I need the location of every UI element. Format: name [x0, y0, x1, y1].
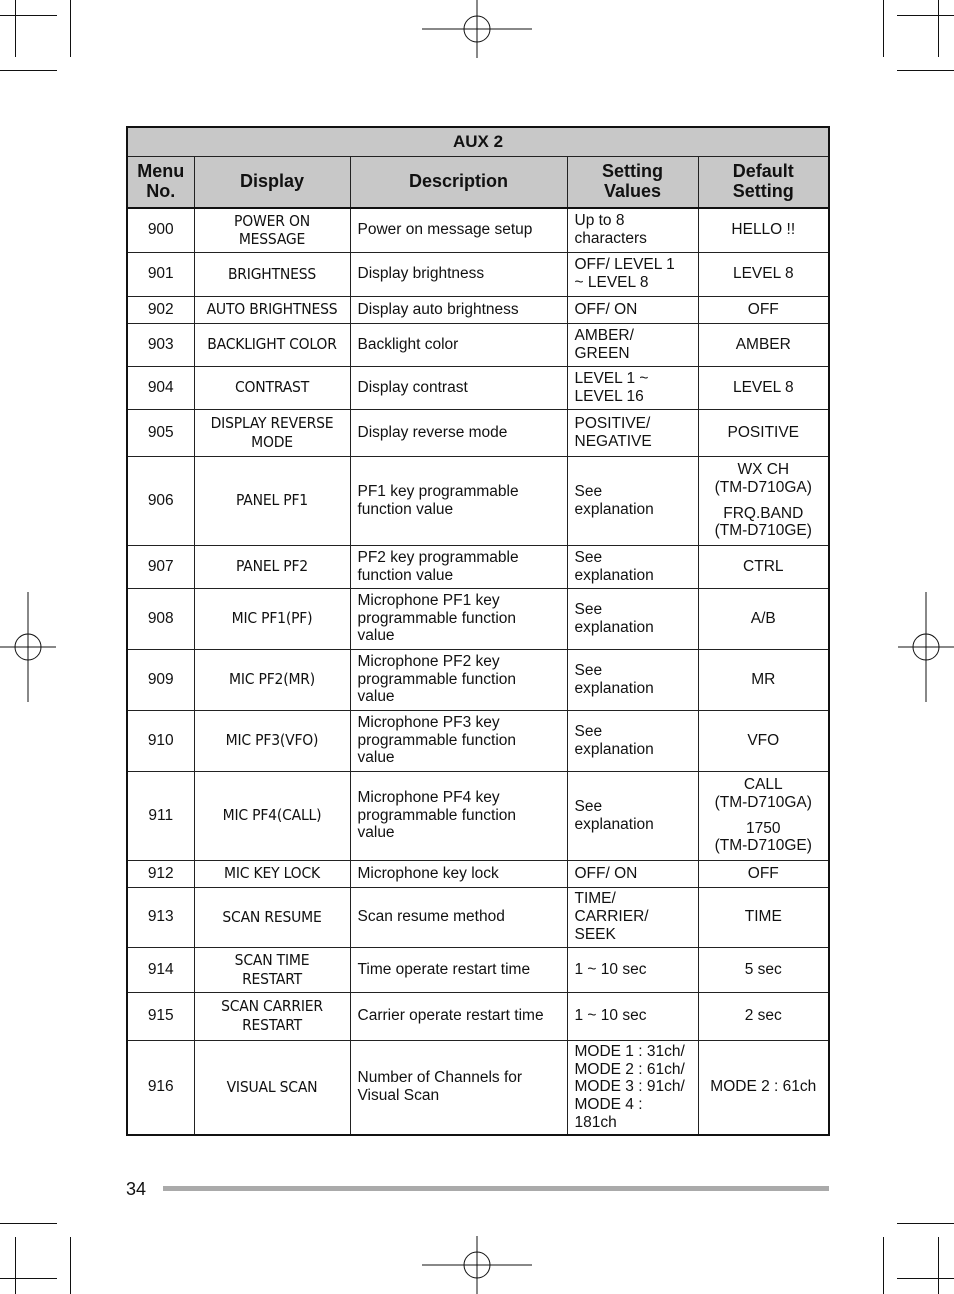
- default-setting-cell: [698, 323, 829, 366]
- cell-line: Microphone key lock: [357, 864, 499, 882]
- display-cell: [194, 771, 350, 860]
- cell-line: RESTART: [242, 969, 302, 988]
- cell-line: Up to 8: [574, 212, 625, 230]
- default-setting-cell: [698, 252, 829, 296]
- cell-line: Microphone PF1 key: [357, 591, 500, 609]
- cell-line: 1 ~ 10 sec: [574, 960, 647, 978]
- display-cell: [194, 588, 350, 649]
- description-cell: [350, 710, 567, 771]
- cell-line: Scan resume method: [357, 908, 505, 926]
- setting-values-cell: [567, 992, 698, 1040]
- cell-line: ~ LEVEL 8: [574, 274, 649, 291]
- cell-line: explanation: [574, 500, 654, 518]
- cell-line: Microphone PF4 key: [357, 788, 500, 806]
- menu-no-cell: 909: [127, 649, 194, 710]
- table-row: [127, 296, 829, 323]
- cell-line: 1 ~ 10 sec: [574, 1007, 647, 1025]
- description-cell: [350, 323, 567, 366]
- cell-line: SCAN RESUME: [222, 907, 322, 926]
- cell-line: Number of Channels for: [357, 1069, 523, 1087]
- setting-values-cell: [567, 456, 698, 545]
- description-cell: [350, 649, 567, 710]
- cell-line: PF2 key programmable: [357, 548, 519, 566]
- cell-line: value: [357, 688, 395, 706]
- menu-no-cell: 903: [127, 323, 194, 366]
- cell-line: (TM-D710GE): [714, 837, 812, 855]
- cell-line: Microphone PF3 key: [357, 713, 500, 731]
- cell-line: WX CH: [737, 460, 790, 478]
- cell-line: OFF: [747, 864, 779, 882]
- default-setting-cell: [698, 545, 829, 588]
- cell-line: NEGATIVE: [574, 432, 652, 450]
- cell-line: SEEK: [574, 925, 616, 943]
- cell-line: 1750: [746, 819, 781, 837]
- setting-values-cell: [567, 588, 698, 649]
- cell-line: SCAN CARRIER: [221, 997, 323, 1016]
- cell-line: A/B: [750, 609, 776, 627]
- cell-line: SCAN TIME: [234, 950, 310, 969]
- cell-line: function value: [357, 566, 454, 584]
- description-cell: [350, 992, 567, 1040]
- cell-line: Display reverse mode: [357, 423, 508, 441]
- cell-line: Time operate restart time: [357, 960, 531, 978]
- cell-line: Visual Scan: [357, 1087, 440, 1105]
- cell-line: explanation: [574, 566, 654, 584]
- cell-line: PANEL PF1: [236, 491, 308, 510]
- cell-line: MIC KEY LOCK: [224, 864, 320, 883]
- cell-line: HELLO !!: [731, 221, 796, 239]
- display-cell: [194, 208, 350, 252]
- cell-line: GREEN: [574, 344, 630, 362]
- cell-line: explanation: [574, 815, 654, 833]
- header-display: Display: [194, 157, 350, 209]
- description-cell: [350, 409, 567, 456]
- cell-line: CARRIER/: [574, 908, 649, 926]
- description-cell: [350, 545, 567, 588]
- cell-line: OFF/ ON: [574, 864, 638, 882]
- menu-no-cell: 908: [127, 588, 194, 649]
- menu-no-cell: 911: [127, 771, 194, 860]
- cell-line: MODE 1 : 31ch/: [574, 1042, 685, 1060]
- display-cell: [194, 710, 350, 771]
- setting-values-cell: [567, 296, 698, 323]
- default-setting-cell: [698, 992, 829, 1040]
- menu-no-cell: 905: [127, 409, 194, 456]
- menu-no-cell: 914: [127, 947, 194, 992]
- cell-line: POSITIVE/: [574, 414, 651, 432]
- cell-line: Microphone PF2 key: [357, 652, 500, 670]
- cell-line: MIC PF2(MR): [228, 670, 316, 689]
- setting-values-cell: [567, 710, 698, 771]
- registration-mark-left: [0, 592, 56, 702]
- cell-line: Carrier operate restart time: [357, 1007, 544, 1025]
- table-row: [127, 409, 829, 456]
- default-setting-cell: [698, 887, 829, 947]
- footer-rule: [163, 1186, 829, 1191]
- description-cell: [350, 1040, 567, 1135]
- default-setting-cell: [698, 710, 829, 771]
- cell-line: POSITIVE: [727, 423, 800, 441]
- cell-line: value: [357, 627, 395, 645]
- description-cell: [350, 208, 567, 252]
- registration-mark-bottom: [422, 1236, 532, 1294]
- menu-no-cell: 907: [127, 545, 194, 588]
- default-setting-cell: [698, 409, 829, 456]
- menu-no-cell: 912: [127, 860, 194, 887]
- menu-no-cell: 906: [127, 456, 194, 545]
- cell-line: MIC PF1(PF): [231, 609, 313, 628]
- setting-values-cell: [567, 323, 698, 366]
- display-cell: [194, 887, 350, 947]
- display-cell: [194, 860, 350, 887]
- table-row: [127, 252, 829, 296]
- cell-line: See: [574, 482, 603, 500]
- cell-line: Display brightness: [357, 265, 485, 283]
- table-row: [127, 860, 829, 887]
- header-default-setting: Default Setting: [698, 157, 829, 209]
- menu-no-cell: 910: [127, 710, 194, 771]
- cell-line: RESTART: [242, 1016, 302, 1034]
- cell-line: See: [574, 797, 603, 815]
- cell-line: Display auto brightness: [357, 300, 519, 318]
- cell-line: DISPLAY REVERSE: [210, 413, 334, 432]
- default-setting-cell: [698, 296, 829, 323]
- description-cell: [350, 588, 567, 649]
- setting-values-cell: [567, 1040, 698, 1135]
- cell-line: BACKLIGHT COLOR: [207, 335, 337, 354]
- cell-line: BRIGHTNESS: [227, 264, 317, 283]
- default-setting-cell: [698, 947, 829, 992]
- display-cell: [194, 409, 350, 456]
- header-setting-values: Setting Values: [567, 157, 698, 209]
- cell-line: MODE 4 :: [574, 1096, 643, 1114]
- cell-line: Display contrast: [357, 378, 468, 396]
- display-cell: [194, 296, 350, 323]
- description-cell: [350, 366, 567, 409]
- setting-values-cell: [567, 947, 698, 992]
- default-setting-cell: [698, 649, 829, 710]
- cell-line: AUTO BRIGHTNESS: [206, 300, 338, 319]
- menu-no-cell: 901: [127, 252, 194, 296]
- table-row: [127, 545, 829, 588]
- cell-line: See: [574, 722, 603, 740]
- table-row: [127, 887, 829, 947]
- display-cell: [194, 323, 350, 366]
- cell-line: TIME/: [574, 890, 616, 908]
- cell-line: LEVEL 8: [732, 378, 794, 396]
- display-cell: [194, 1040, 350, 1135]
- cell-line: OFF: [747, 300, 779, 318]
- cell-line: 2 sec: [744, 1007, 782, 1025]
- table-row: [127, 649, 829, 710]
- table-row: [127, 323, 829, 366]
- table-row: [127, 992, 829, 1040]
- cell-line: MIC PF3(VFO): [225, 731, 319, 750]
- cell-line: PANEL PF2: [236, 557, 308, 576]
- setting-values-cell: [567, 252, 698, 296]
- header-row: [127, 157, 829, 209]
- header-description: Description: [350, 157, 567, 209]
- description-cell: [350, 252, 567, 296]
- cell-line: CTRL: [743, 557, 784, 575]
- cell-line: VFO: [747, 731, 780, 749]
- description-cell: [350, 771, 567, 860]
- cell-line: VISUAL SCAN: [226, 1077, 318, 1096]
- cell-line: programmable function: [357, 806, 517, 824]
- setting-values-cell: [567, 771, 698, 860]
- cell-line: CALL: [743, 775, 783, 793]
- cell-line: See: [574, 661, 603, 679]
- cell-line: LEVEL 16: [574, 387, 644, 405]
- table-row: [127, 710, 829, 771]
- cell-line: [706, 497, 822, 505]
- description-cell: [350, 456, 567, 545]
- setting-values-cell: [567, 887, 698, 947]
- setting-values-cell: [567, 366, 698, 409]
- cell-line: (TM-D710GA): [714, 478, 812, 496]
- cell-line: 181ch: [574, 1113, 617, 1131]
- cell-line: Backlight color: [357, 335, 459, 353]
- display-cell: [194, 456, 350, 545]
- cell-line: AMBER/: [574, 326, 634, 344]
- display-cell: [194, 366, 350, 409]
- cell-line: CONTRAST: [234, 378, 310, 397]
- menu-no-cell: 916: [127, 1040, 194, 1135]
- setting-values-cell: [567, 860, 698, 887]
- table-row: [127, 1040, 829, 1135]
- menu-no-cell: 913: [127, 887, 194, 947]
- cell-line: (TM-D710GE): [714, 522, 812, 540]
- cell-line: explanation: [574, 618, 654, 636]
- cell-line: MODE: [251, 432, 293, 451]
- display-cell: [194, 947, 350, 992]
- aux2-menu-table: [126, 126, 830, 1136]
- display-cell: [194, 252, 350, 296]
- display-cell: [194, 992, 350, 1040]
- default-setting-cell: [698, 588, 829, 649]
- default-setting-cell: [698, 208, 829, 252]
- cell-line: OFF/ LEVEL 1: [574, 256, 675, 274]
- cell-line: programmable function: [357, 731, 517, 749]
- description-cell: [350, 860, 567, 887]
- table-row: [127, 456, 829, 545]
- cell-line: MODE 3 : 91ch/: [574, 1078, 685, 1096]
- menu-no-cell: 902: [127, 296, 194, 323]
- cell-line: MODE 2 : 61ch: [710, 1078, 817, 1096]
- cell-line: POWER ON: [234, 211, 310, 230]
- cell-line: AMBER: [735, 335, 791, 353]
- default-setting-cell: [698, 366, 829, 409]
- cell-line: Power on message setup: [357, 221, 533, 239]
- setting-values-cell: [567, 409, 698, 456]
- cell-line: LEVEL 1 ~: [574, 369, 649, 387]
- menu-no-cell: 915: [127, 992, 194, 1040]
- table-row: [127, 208, 829, 252]
- setting-values-cell: [567, 649, 698, 710]
- display-cell: [194, 545, 350, 588]
- cell-line: programmable function: [357, 609, 517, 627]
- cell-line: explanation: [574, 679, 654, 697]
- default-setting-cell: [698, 771, 829, 860]
- cell-line: function value: [357, 500, 454, 518]
- table-row: [127, 771, 829, 860]
- description-cell: [350, 947, 567, 992]
- description-cell: [350, 887, 567, 947]
- table-row: [127, 366, 829, 409]
- display-cell: [194, 649, 350, 710]
- cell-line: value: [357, 749, 395, 767]
- default-setting-cell: [698, 456, 829, 545]
- header-menu-no: Menu No.: [127, 157, 194, 209]
- cell-line: TIME: [744, 908, 782, 926]
- cell-line: OFF/ ON: [574, 300, 638, 318]
- cell-line: MIC PF4(CALL): [222, 806, 322, 825]
- table-row: [127, 588, 829, 649]
- cell-line: programmable function: [357, 670, 517, 688]
- default-setting-cell: [698, 1040, 829, 1135]
- cell-line: See: [574, 548, 603, 566]
- menu-no-cell: 900: [127, 208, 194, 252]
- page-number: 34: [126, 1179, 147, 1199]
- menu-no-cell: 904: [127, 366, 194, 409]
- cell-line: LEVEL 8: [732, 265, 794, 283]
- cell-line: 5 sec: [744, 960, 782, 978]
- cell-line: [706, 812, 822, 820]
- registration-mark-top: [422, 0, 532, 58]
- cell-line: FRQ.BAND: [723, 504, 804, 522]
- cell-line: characters: [574, 230, 647, 248]
- cell-line: MESSAGE: [238, 230, 306, 249]
- cell-line: See: [574, 600, 603, 618]
- cell-line: PF1 key programmable: [357, 482, 519, 500]
- cell-line: MR: [751, 670, 776, 688]
- setting-values-cell: [567, 545, 698, 588]
- cell-line: value: [357, 824, 395, 842]
- table-title: AUX 2: [127, 127, 829, 157]
- table-row: [127, 947, 829, 992]
- cell-line: explanation: [574, 740, 654, 758]
- setting-values-cell: [567, 208, 698, 252]
- default-setting-cell: [698, 860, 829, 887]
- cell-line: (TM-D710GA): [714, 793, 812, 811]
- cell-line: MODE 2 : 61ch/: [574, 1060, 685, 1078]
- registration-mark-right: [898, 592, 954, 702]
- description-cell: [350, 296, 567, 323]
